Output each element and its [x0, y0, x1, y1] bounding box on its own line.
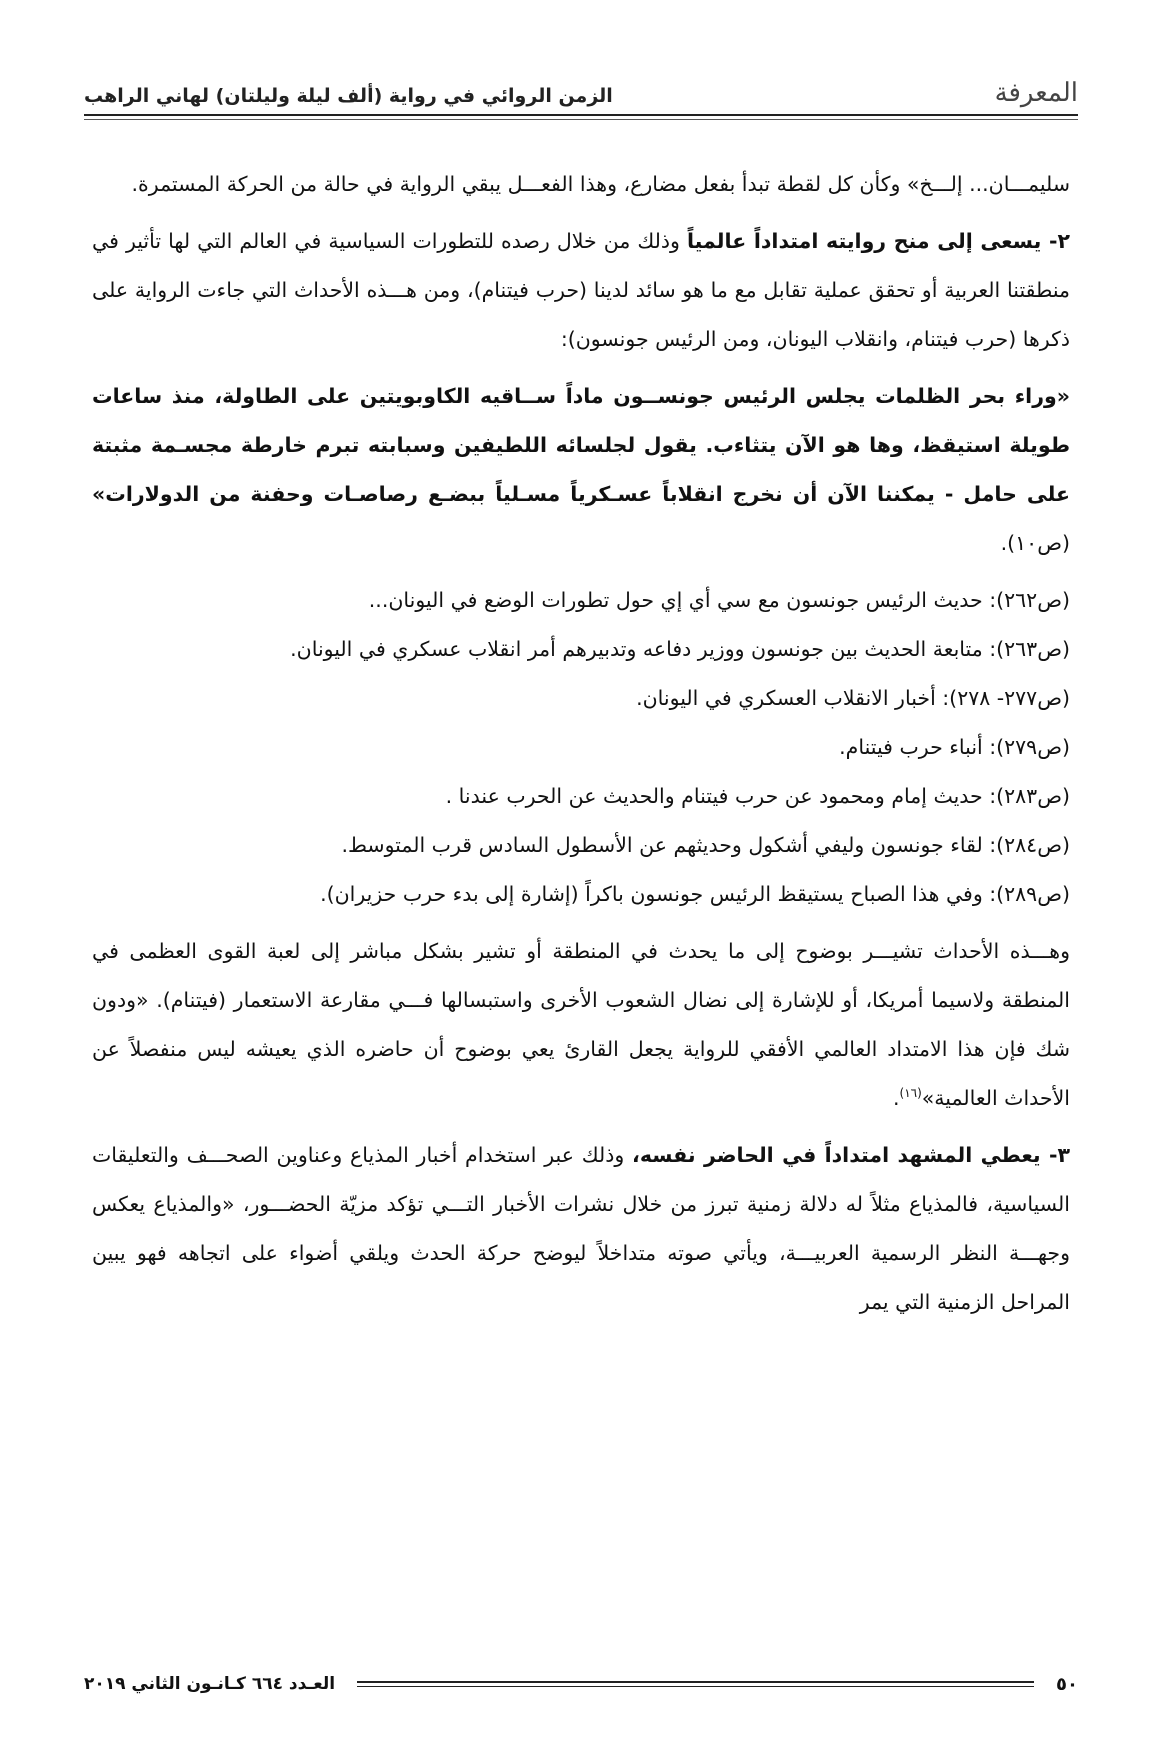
header-rule — [84, 114, 1078, 120]
page-footer — [84, 1664, 1078, 1704]
quote-paragraph — [92, 372, 1070, 568]
ref-item-3: (ص٢٧٧- ٢٧٨): أخبار الانقلاب العسكري في اليونان. — [636, 686, 1070, 710]
ref-item-2: (ص٢٦٣): متابعة الحديث بين جونسون ووزير دفاعه وتدبيرهم أمر انقلاب عسكري في اليونان. — [290, 637, 1070, 661]
article-body — [92, 160, 1070, 1335]
ref-item-4: (ص٢٧٩): أنباء حرب فيتنام. — [839, 735, 1070, 759]
page-header — [84, 62, 1078, 106]
ref-item-6: (ص٢٨٤): لقاء جونسون وليفي أشكول وحديثهم عن الأسطول السادس قرب المتوسط. — [341, 833, 1070, 857]
paragraph-3-text: وهـــذه الأحداث تشيـــر بوضوح إلى ما يحدث في المنطقة أو تشير بشكل مباشر إلى لعبة القوى العظمى في المنطقة ولاسيما أمريكا، أو للإشارة إلى نضال الشعوب الأخرى واستبسالها فـــي مقارعة الاستعمار (فيتنام). «ودون شك فإن هذا الامتداد العالمي الأفقي للرواية يجعل القارئ يعي بوضوح أن حاضره الذي يعيشه ليس منفصلاً عن الأحداث العالمية» — [92, 939, 1070, 1110]
paragraph-3 — [92, 927, 1070, 1123]
ref-item-5: (ص٢٨٣): حديث إمام ومحمود عن حرب فيتنام والحديث عن الحرب عندنا . — [445, 784, 1070, 808]
paragraph-4-heading: ٣- يعطي المشهد امتداداً في الحاضر نفسه، — [632, 1143, 1070, 1167]
ref-item-7: (ص٢٨٩): وفي هذا الصباح يستيقظ الرئيس جونسون باكراً (إشارة إلى بدء حرب حزيران). — [320, 882, 1070, 906]
paragraph-1: سليمـــان... إلـــخ» وكأن كل لقطة تبدأ بفعل مضارع، وهذا الفعـــل يبقي الرواية في حالة من الحركة المستمرة. — [131, 172, 1070, 196]
page-number: ٥٠ — [1056, 1673, 1078, 1695]
footnote-marker: (١٦) — [899, 1086, 922, 1101]
quote-reference: (ص١٠). — [1000, 531, 1070, 555]
running-title: الزمن الروائي في رواية (ألف ليلة وليلتان) لهاني الراهب — [84, 85, 613, 107]
paragraph-2-heading: ٢- يسعى إلى منح روايته امتداداً عالمياً — [686, 229, 1071, 253]
quote-text: «وراء بحر الظلمات يجلس الرئيس جونســون ماداً ســاقيه الكاوبويتين على الطاولة، منذ ساعات طويلة استيقظ، وها هو الآن يتثاءب. يقول لجلسائه اللطيفين وسبابته تبرم خارطة مجسـمة مثبتة على حامل - يمكننا الآن أن نخرج انقلاباً عسـكرياً مسـلياً ببضـع رصاصـات وحفنة من الدولارات» — [92, 384, 1070, 506]
paragraph-3-end: . — [892, 1086, 900, 1110]
paragraph-2-text: وذلك من خلال رصده للتطورات السياسية في العالم التي لها تأثير في منطقتنا العربية أو تحقق عملية تقابل مع ما هو سائد لدينا (حرب فيتنام)، ومن هـــذه الأحداث التي جاءت الرواية على ذكرها (حرب فيتنام، وانقلاب اليونان، ومن الرئيس جونسون): — [92, 229, 1070, 351]
paragraph-4-text: وذلك عبر استخدام أخبار المذياع وعناوين الصحـــف والتعليقات السياسية، فالمذياع مثلاً له دلالة زمنية تبرز من خلال نشرات الأخبار التـــي تؤكد مزيّة الحضـــور، «والمذياع يعكس وجهـــة النظر الرسمية العربيـــة، ويأتي صوته متداخلاً ليوضح حركة الحدث ويلقي أضواء على اتجاهه فهو يبين المراحل الزمنية التي يمر — [92, 1143, 1070, 1314]
paragraph-4 — [92, 1131, 1070, 1327]
footer-rule — [357, 1681, 1034, 1687]
journal-logo: المعرفة — [994, 78, 1078, 108]
ref-item-1: (ص٢٦٢): حديث الرئيس جونسون مع سي أي إي حول تطورات الوضع في اليونان... — [368, 588, 1070, 612]
paragraph-2 — [92, 217, 1070, 364]
issue-info: العـدد ٦٦٤ كـانـون الثاني ٢٠١٩ — [84, 1674, 336, 1694]
